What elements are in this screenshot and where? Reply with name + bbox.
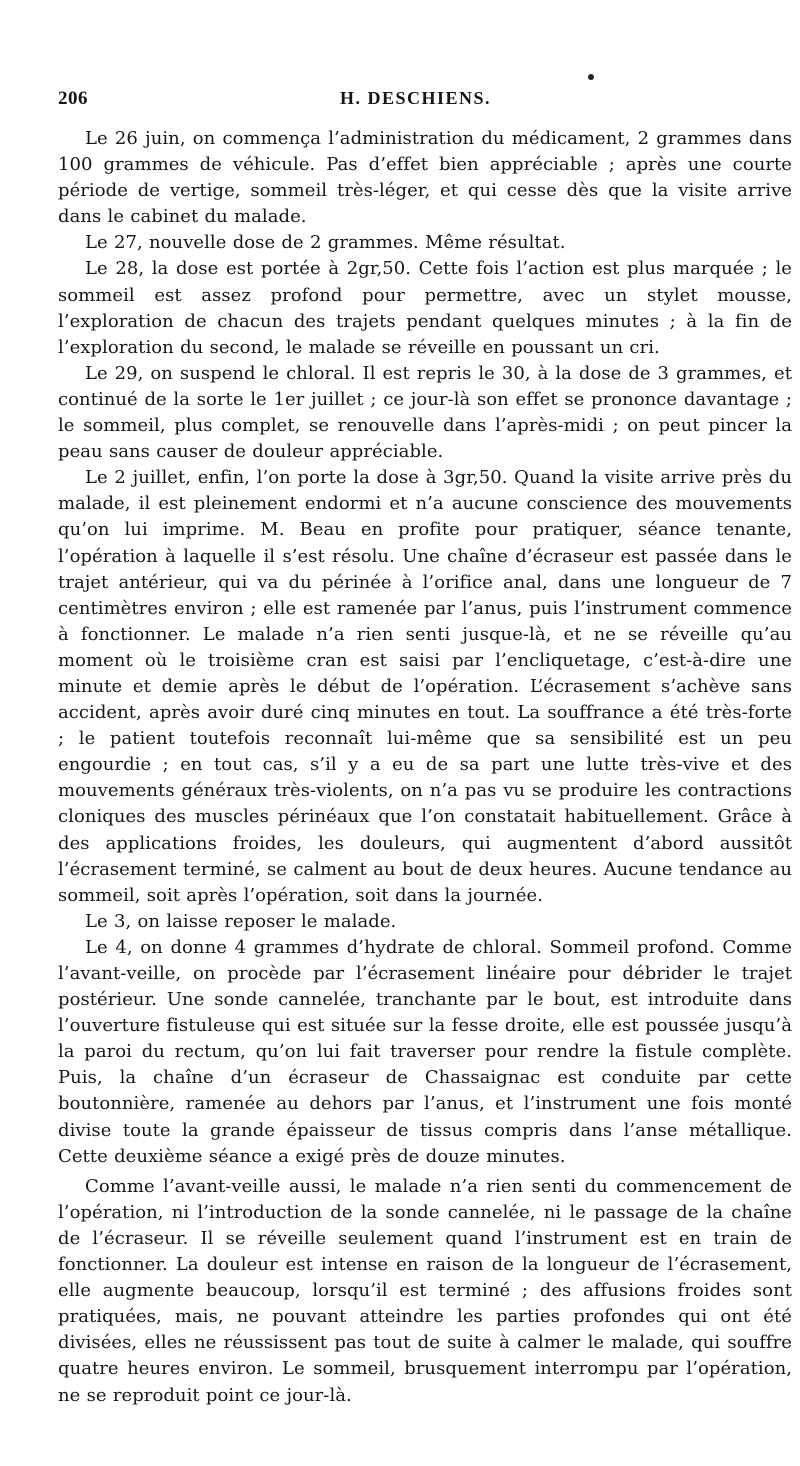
running-head: H. DESCHIENS. (340, 88, 492, 108)
paragraph-july-3: Le 3, on laisse reposer le malade. (85, 910, 397, 932)
paragraph-july-2: Le 2 juillet, enfin, l’on porte la dose à 3gr,50. Quand la visite arrive près du malade, il est pleinement endormi et n’a aucune conscience des mouvements qu’on lui imprime. M. Beau en profite pour pratiquer, séance tenante, l’opération à laquelle il s’est résolu. Une chaîne d’écraseur est passée dans le trajet antérieur, qui va du périnée à l’orifice anal, dans une longueur de 7 centimètres environ ; elle est ramenée par l’anus, puis l’instrument commence à fonctionner. Le malade n’a rien senti jusque-là, et ne se réveille qu’au moment où le troisième cran est saisi par l’encliquetage, c’est-à-dire une minute et demie après le début de l’opération. L’écrasement s’achève sans accident, après avoir duré cinq minutes en tout. La souffrance a été très-forte ; le patient toutefois reconnaît lui-même que sa sensibilité est un peu engourdie ; en tout cas, s’il y a eu de sa part une lutte très-vive et des mouvements généraux très-violents, on n’a pas vu se produire les contractions cloniques des muscles périnéaux que l’on constatait habituellement. Grâce à des applications froides, les douleurs, qui augmentent d’abord aussitôt l’écrasement terminé, se calment au bout de deux heures. Aucune tendance au sommeil, soit après l’opération, soit dans la journée. (58, 467, 792, 906)
paragraph-avant-veille: Comme l’avant-veille aussi, le malade n’a rien senti du commencement de l’opération, ni l’introduction de la sonde cannelée, ni le passage de la chaîne de l’écraseur. Il se réveille seulement quand l’instrument est en train de fonctionner. La douleur est intense en raison de la longueur de l’écrasement, elle augmente beaucoup, lorsqu’il est terminé ; des affusions froides sont pratiquées, mais, ne pouvant atteindre les parties profondes qui ont été divisées, elles ne réussissent pas tout de suite à calmer le malade, qui souffre quatre heures environ. Le sommeil, brusquement interrompu par l’opération, ne se reproduit point ce jour-là. (58, 1175, 792, 1406)
paragraph-july-4: Le 4, on donne 4 grammes d’hydrate de chloral. Sommeil profond. Comme l’avant-veille, on procède par l’écrasement linéaire pour débrider le trajet postérieur. Une sonde cannelée, tranchante par le bout, est introduite dans l’ouverture fistuleuse qui est située sur la fesse droite, elle est poussée jusqu’à la paroi du rectum, qu’on lui fait traverser pour rendre la fistule complète. Puis, la chaîne d’un écraseur de Chassaignac est conduite par cette boutonnière, ramenée au dehors par l’anus, et l’instrument une fois monté divise toute la grande épaisseur de tissus compris dans l’anse métallique. Cette deuxième séance a exigé près de douze minutes. (58, 936, 792, 1167)
body-text (58, 126, 792, 1409)
paragraph-june-27: Le 27, nouvelle dose de 2 grammes. Même résultat. (85, 232, 566, 254)
ink-dot (588, 74, 594, 80)
book-page (58, 88, 792, 1409)
page-header (58, 88, 792, 118)
paragraph-june-26: Le 26 juin, on commença l’administration du médicament, 2 grammes dans 100 grammes de véhicule. Pas d’effet bien appréciable ; après une courte période de vertige, sommeil très-léger, et qui cesse dès que la visite arrive dans le cabinet du malade. (58, 128, 792, 228)
paragraph-june-28: Le 28, la dose est portée à 2gr,50. Cette fois l’action est plus marquée ; le sommeil est assez profond pour permettre, avec un stylet mousse, l’exploration de chacun des trajets pendant quelques minutes ; à la fin de l’exploration du second, le malade se réveille en poussant un cri. (58, 258, 792, 358)
page-number: 206 (58, 88, 88, 109)
paragraph-june-29: Le 29, on suspend le chloral. Il est repris le 30, à la dose de 3 grammes, et continué de la sorte le 1er juillet ; ce jour-là son effet se prononce davantage ; le sommeil, plus complet, se renouvelle dans l’après-midi ; on peut pincer la peau sans causer de douleur appréciable. (58, 362, 792, 463)
